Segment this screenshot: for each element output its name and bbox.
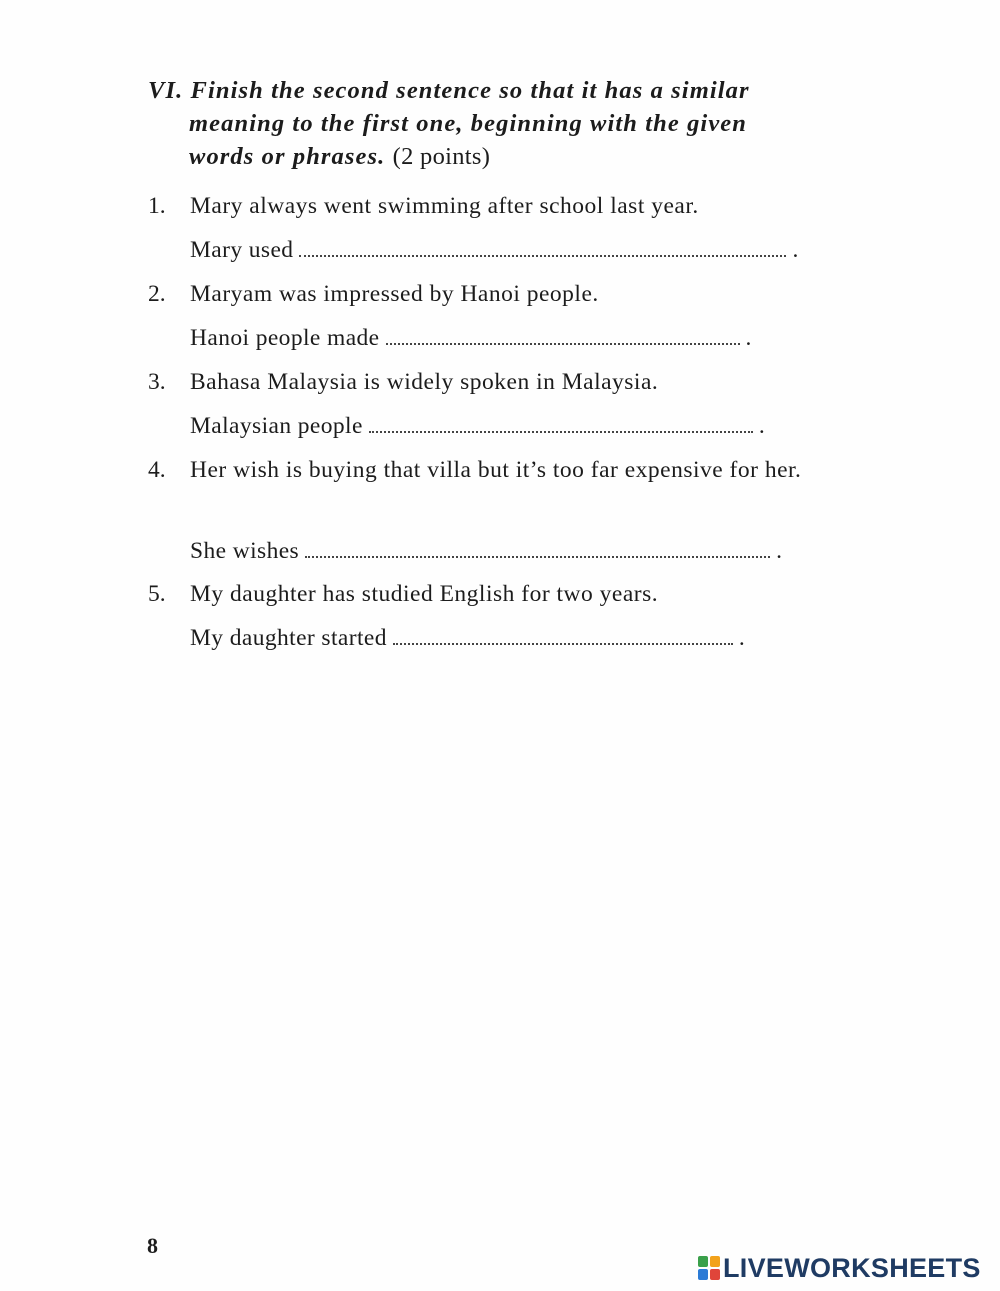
logo-square-green bbox=[698, 1256, 708, 1267]
question-2-prompt: Hanoi people made bbox=[190, 325, 380, 351]
question-5-number: 5. bbox=[148, 581, 166, 607]
exercise-heading bbox=[148, 74, 888, 173]
page-number: 8 bbox=[147, 1233, 158, 1258]
question-2-sentence: Maryam was impressed by Hanoi people. bbox=[190, 281, 599, 307]
question-2-answer-blank[interactable] bbox=[386, 325, 740, 345]
logo-square-red bbox=[710, 1269, 720, 1280]
instruction-line-1: Finish the second sentence so that it has a similar bbox=[190, 77, 750, 104]
question-1-answer-row bbox=[190, 235, 799, 265]
question-1-answer-blank[interactable] bbox=[299, 237, 786, 257]
question-1-sentence: Mary always went swimming after school last year. bbox=[190, 193, 699, 219]
question-3-number: 3. bbox=[148, 369, 166, 395]
question-5-sentence: My daughter has studied English for two years. bbox=[190, 581, 659, 607]
question-2-number: 2. bbox=[148, 281, 166, 307]
question-4-answer-blank[interactable] bbox=[305, 538, 770, 558]
question-5-answer-blank[interactable] bbox=[393, 625, 733, 645]
logo-square-blue bbox=[698, 1269, 708, 1280]
liveworksheets-logo-icon bbox=[698, 1256, 720, 1280]
instruction-line-3: words or phrases. bbox=[189, 143, 386, 170]
question-3-answer-row bbox=[190, 411, 765, 441]
question-5-answer-row bbox=[190, 623, 745, 653]
points-label: (2 points) bbox=[392, 143, 491, 170]
question-4-number: 4. bbox=[148, 457, 166, 483]
question-3-period: . bbox=[758, 413, 766, 439]
question-4-prompt: She wishes bbox=[190, 538, 300, 564]
question-3-prompt: Malaysian people bbox=[190, 413, 363, 439]
logo-square-orange bbox=[710, 1256, 720, 1267]
question-1-prompt: Mary used bbox=[190, 237, 294, 263]
question-4-sentence: Her wish is buying that villa but it’s too far expensive for her. bbox=[190, 457, 802, 483]
question-2-period: . bbox=[745, 325, 752, 351]
liveworksheets-brand bbox=[698, 1254, 981, 1282]
question-4-period: . bbox=[776, 538, 783, 564]
question-5-period: . bbox=[738, 625, 746, 651]
instruction-line-2: meaning to the first one, beginning with the given bbox=[189, 110, 748, 137]
question-2-answer-row bbox=[190, 323, 752, 353]
question-1-number: 1. bbox=[148, 193, 166, 219]
exercise-number: VI. bbox=[148, 77, 184, 104]
question-1-period: . bbox=[792, 237, 799, 263]
question-5-prompt: My daughter started bbox=[190, 625, 387, 651]
question-3-sentence: Bahasa Malaysia is widely spoken in Malaysia. bbox=[190, 369, 659, 395]
brand-name: LIVEWORKSHEETS bbox=[723, 1253, 981, 1283]
question-3-answer-blank[interactable] bbox=[369, 413, 753, 433]
question-4-answer-row bbox=[190, 536, 782, 566]
